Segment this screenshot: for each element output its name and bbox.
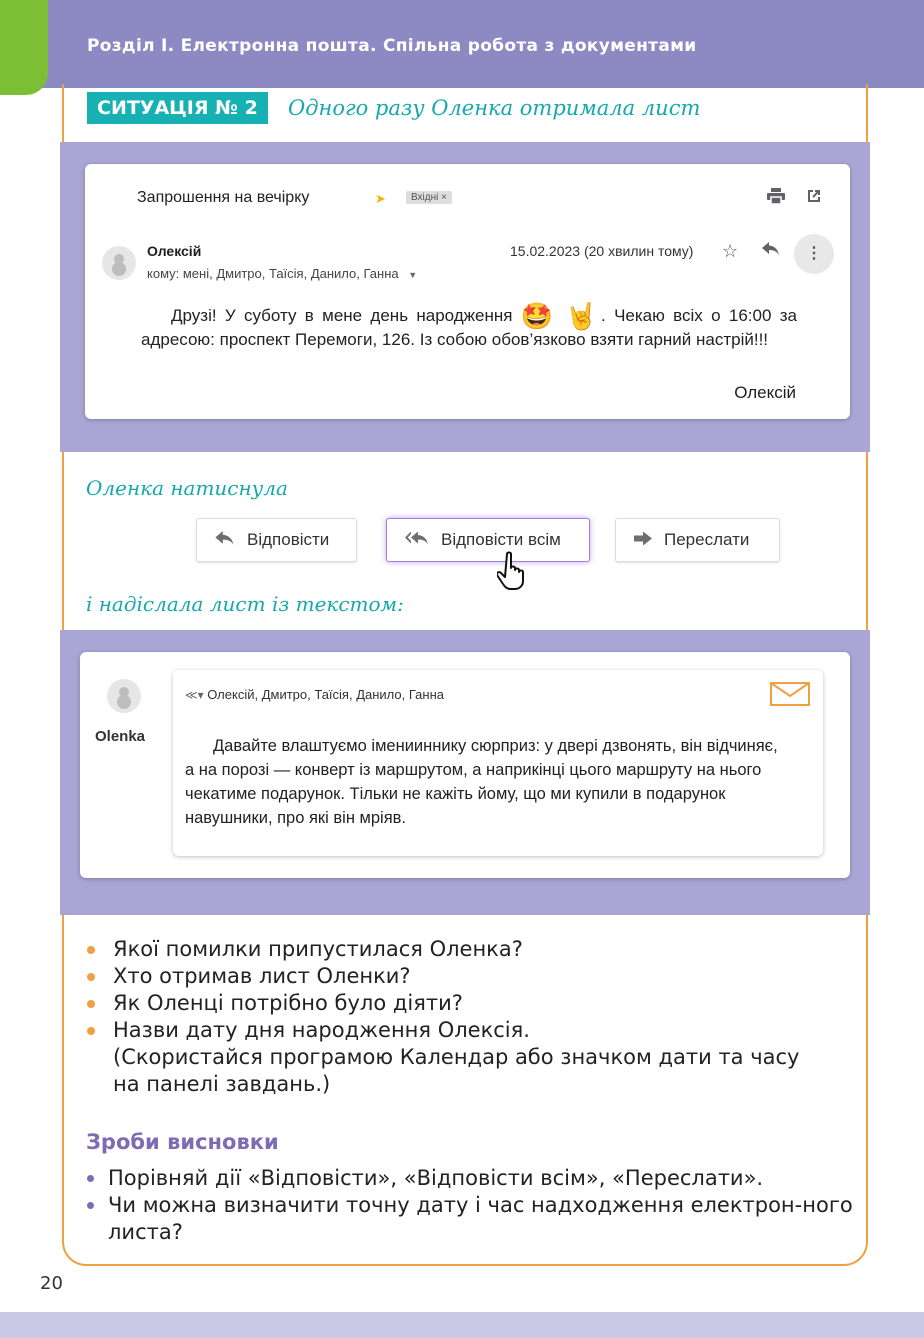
reply-all-icon [405,530,429,551]
inbox-label[interactable]: Вхідні × [406,191,452,204]
forward-button-label: Переслати [664,530,750,549]
olenka-avatar [107,679,141,713]
reply-message-box[interactable] [173,670,823,856]
chapter-tab [0,0,48,95]
reply-all-button[interactable] [386,518,590,562]
email-subject: Запрошення на вечірку [137,189,310,206]
forward-icon [634,530,652,551]
reply-icon[interactable] [762,241,780,261]
reply-button[interactable] [196,518,357,562]
reply-recipients-line [185,687,444,702]
reply-all-dropdown-icon[interactable]: ≪▾ [185,688,204,702]
recipients-dropdown-icon[interactable]: ▼ [408,270,418,280]
question-item: Хто отримав лист Оленки? [86,963,799,990]
question-list [86,936,799,1098]
reply-button-label: Відповісти [247,530,330,549]
question-text: Назви дату дня народження Олексія. [113,1018,530,1042]
olenka-name: Olenka [95,728,146,745]
recipients-text: кому: мені, Дмитро, Таїсія, Данило, Ганна [147,266,399,281]
reply-composer [80,652,850,878]
email-date: 15.02.2023 (20 хвилин тому) [510,243,694,259]
sender-name: Олексій [147,243,202,259]
reply-icon [215,530,235,551]
star-struck-emoji: 🤩 [520,301,557,331]
hand-cursor-icon [497,550,531,594]
pressed-caption: Оленка натиснула [86,476,288,500]
conclusion-item: Порівняй дії «Відповісти», «Відповісти всім», «Переслати». [86,1165,856,1192]
question-hint-line1: (Скористайся програмою Календар або значком дати та часу [113,1045,800,1069]
question-item: Якої помилки припустилася Оленка? [86,936,799,963]
reply-recipients: Олексій, Дмитро, Таїсія, Данило, Ганна [207,687,444,702]
page-number: 20 [40,1273,63,1294]
email-body [141,301,797,352]
rock-hand-emoji: 🤘 [565,301,602,331]
recipients-line [147,266,417,281]
email-signature: Олексій [734,383,796,402]
importance-icon: ➤ [375,191,386,206]
email-body-part2: . Чекаю всіх о 16:00 за адресою: проспект Перемоги, 126. Із собою обов’язково взяти гарний настрій!!! [141,306,797,349]
received-email-card [85,164,850,419]
situation-caption: Одного разу Оленка отримала лист [288,96,701,120]
question-item [86,1017,799,1098]
conclusions-list [86,1165,856,1246]
reply-all-button-label: Відповісти всім [441,530,561,549]
open-in-new-icon[interactable] [806,188,822,209]
star-icon[interactable]: ☆ [722,241,739,261]
sender-avatar [102,246,136,280]
chapter-header [0,0,924,88]
page-footer-band [0,1312,924,1338]
conclusions-title: Зроби висновки [86,1130,279,1154]
question-item: Як Оленці потрібно було діяти? [86,990,799,1017]
envelope-icon [770,682,810,711]
sent-caption: і надіслала лист із текстом: [86,592,404,616]
print-icon[interactable] [767,188,785,209]
conclusion-item: Чи можна визначити точну дату і час надходження електрон-ного листа? [86,1192,856,1246]
reply-body: Давайте влаштуємо іменииннику сюрприз: у двері дзвонять, він відчиняє, а на порозі — конверт із маршрутом, а наприкінці цього маршруту на нього чекатиме подарунок. Тільки не кажіть йому, що ми купили в подарунок навушники, про які він мріяв. [185,737,778,827]
email-body-part1: Друзі! У суботу в мене день народження [171,306,513,325]
situation-badge: СИТУАЦІЯ № 2 [87,92,268,124]
forward-button[interactable] [615,518,780,562]
question-hint-line2: на панелі завдань.) [113,1072,331,1096]
chapter-title: Розділ І. Електронна пошта. Спільна робота з документами [87,36,697,56]
more-vertical-icon[interactable]: ⋮ [794,234,834,274]
